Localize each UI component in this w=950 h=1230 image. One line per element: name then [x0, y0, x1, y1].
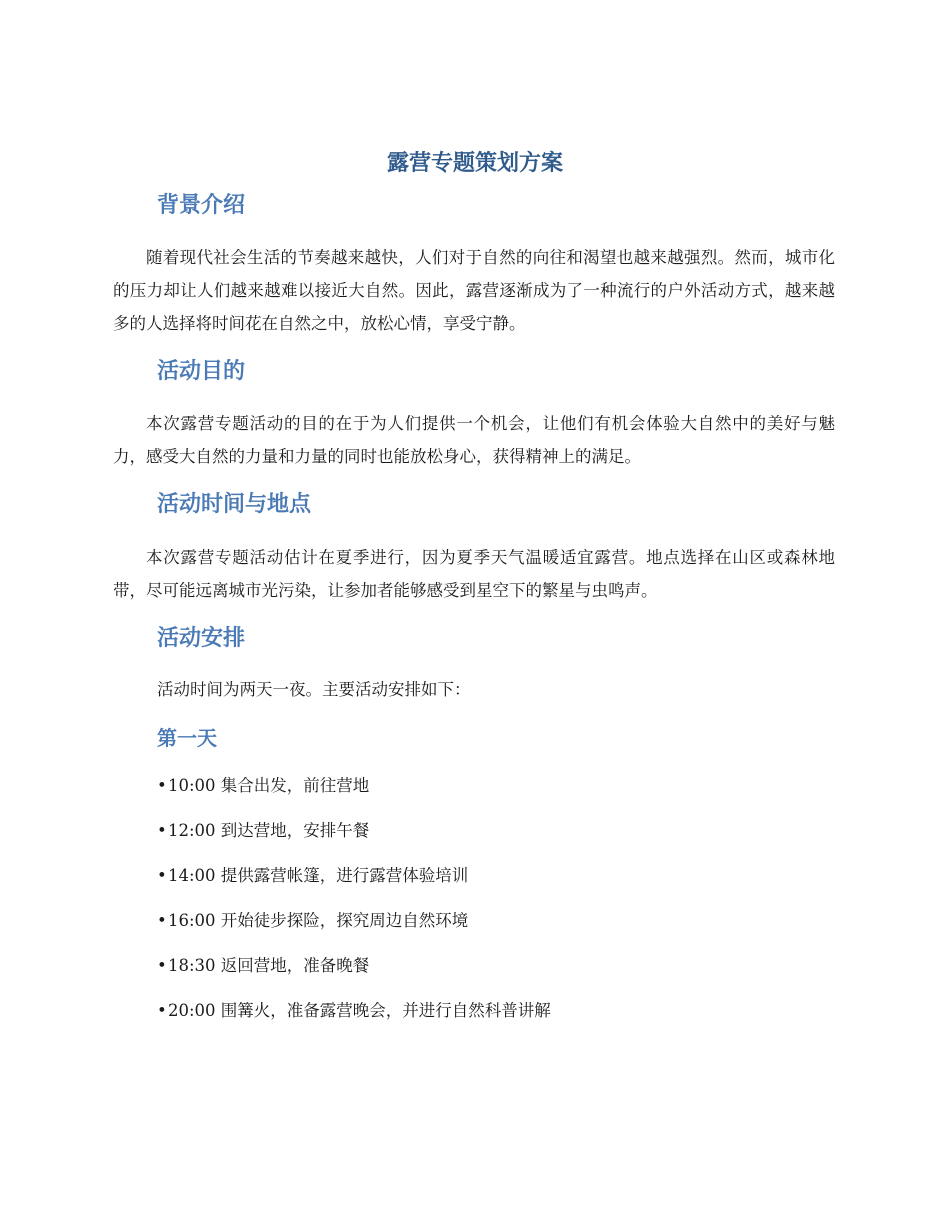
schedule-item-text: 10:00 集合出发，前往营地 [168, 776, 370, 795]
bullet-icon: • [157, 821, 167, 840]
schedule-list-item [157, 996, 551, 1026]
bullet-icon: • [157, 776, 167, 795]
section-heading-purpose: 活动目的 [157, 359, 246, 384]
schedule-item-text: 14:00 提供露营帐篷，进行露营体验培训 [168, 866, 469, 885]
schedule-item-text: 12:00 到达营地，安排午餐 [168, 821, 370, 840]
section-paragraph-background: 随着现代社会生活的节奏越来越快，人们对于自然的向往和渴望也越来越强烈。然而，城市化的压力却让人们越来越难以接近大自然。因此，露营逐渐成为了一种流行的户外活动方式，越来越多的人选择将时间花在自然之中，放松心情，享受宁静。 [113, 248, 835, 333]
document-title: 露营专题策划方案 [386, 151, 563, 176]
schedule-list-item [157, 861, 468, 891]
section-heading-schedule: 活动安排 [157, 626, 246, 651]
day1-heading: 第一天 [157, 726, 217, 750]
schedule-list-item [157, 771, 369, 801]
section-heading-background: 背景介绍 [157, 193, 246, 218]
section-paragraph-time-location: 本次露营专题活动估计在夏季进行，因为夏季天气温暖适宜露营。地点选择在山区或森林地带，尽可能远离城市光污染，让参加者能够感受到星空下的繁星与虫鸣声。 [113, 548, 835, 600]
bullet-icon: • [157, 866, 167, 885]
schedule-item-text: 16:00 开始徒步探险，探究周边自然环境 [168, 911, 469, 930]
schedule-list-item [157, 906, 468, 936]
schedule-list-item [157, 816, 369, 846]
bullet-icon: • [157, 911, 167, 930]
schedule-item-text: 20:00 围篝火，准备露营晚会，并进行自然科普讲解 [168, 1001, 551, 1020]
section-paragraph-purpose: 本次露营专题活动的目的在于为人们提供一个机会，让他们有机会体验大自然中的美好与魅力，感受大自然的力量和力量的同时也能放松身心，获得精神上的满足。 [113, 414, 835, 466]
schedule-list-item [157, 951, 369, 981]
schedule-item-text: 18:30 返回营地，准备晚餐 [168, 956, 370, 975]
bullet-icon: • [157, 956, 167, 975]
bullet-icon: • [157, 1001, 167, 1020]
section-heading-time-location: 活动时间与地点 [157, 492, 312, 517]
section-paragraph-schedule: 活动时间为两天一夜。主要活动安排如下： [157, 680, 471, 699]
